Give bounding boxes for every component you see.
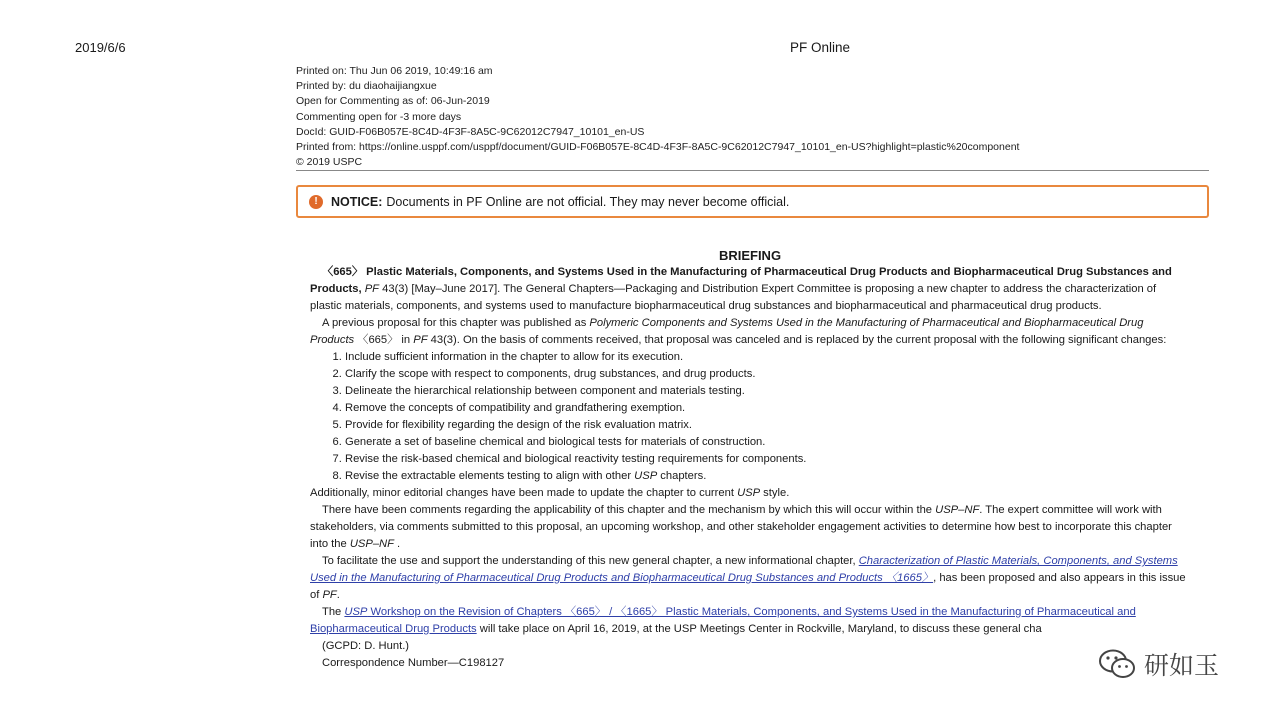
list-item: 4. Remove the concepts of compatibility and grandfathering exemption. xyxy=(345,400,1190,417)
briefing-heading: BRIEFING xyxy=(718,248,782,263)
list-item: 6. Generate a set of baseline chemical and biological tests for materials of construction. xyxy=(345,434,1190,451)
notice-banner xyxy=(296,185,1209,218)
printed-from: Printed from: https://online.usppf.com/usppf/document/GUID-F06B057E-8C4D-4F3F-8A5C-9C62012C7947_10101_en-US?highlight=plastic%20component xyxy=(296,141,1020,154)
list-item: 7. Revise the risk-based chemical and biological reactivity testing requirements for components. xyxy=(345,451,1190,468)
briefing-paragraph-5 xyxy=(310,553,1190,604)
paragraph-text: will take place on April 16, 2019, at the USP Meetings Center in Rockville, Maryland, to discuss these general cha xyxy=(476,623,1042,635)
pf-ref: PF xyxy=(364,283,380,295)
paragraph-text: The xyxy=(322,606,345,618)
paragraph-text: 43(3). On the basis of comments received, that proposal was canceled and is replaced by the current proposal with the following significant changes: xyxy=(427,334,1167,346)
briefing-paragraph-4 xyxy=(310,502,1190,553)
printed-by: Printed by: du diaohaijiangxue xyxy=(296,80,437,93)
list-item: 2. Clarify the scope with respect to components, drug substances, and drug products. xyxy=(345,366,1190,383)
paragraph-text: , has been proposed and also appears in this issue of xyxy=(310,572,1186,601)
print-metadata xyxy=(296,64,1019,170)
open-for-commenting: Open for Commenting as of: 06-Jun-2019 xyxy=(296,95,490,108)
list-item: 5. Provide for flexibility regarding the design of the risk evaluation matrix. xyxy=(345,417,1190,434)
workshop-link-text: Workshop on the Revision of Chapters 〈665〉 / 〈1665〉 Plastic Materials, Components, and Systems Used in the Manufacturing of Pharmaceutical and Biopharmaceutical Drug Products xyxy=(310,606,1136,635)
wechat-icon xyxy=(1098,648,1136,680)
notice-text: Documents in PF Online are not official. They may never become official. xyxy=(386,194,790,209)
changes-list xyxy=(310,349,1190,485)
print-date: 2019/6/6 xyxy=(75,40,126,55)
paragraph-text: 〈665〉 in xyxy=(354,334,414,346)
usp-nf-ref: USP–NF xyxy=(349,538,394,550)
notice-label: NOTICE: xyxy=(331,194,383,209)
paragraph-text: Additionally, minor editorial changes have been made to update the chapter to current xyxy=(310,487,738,499)
pf-ref: PF xyxy=(413,334,428,346)
usp-nf-ref: USP–NF xyxy=(935,504,980,516)
divider xyxy=(296,170,1209,171)
briefing-paragraph-2 xyxy=(310,315,1190,349)
list-item-text: Revise the extractable elements testing to align with other xyxy=(345,470,635,482)
briefing-paragraph-3 xyxy=(310,485,1190,502)
list-item-text: chapters. xyxy=(657,470,707,482)
page-header-title: PF Online xyxy=(790,40,851,55)
usp-ref: USP xyxy=(344,606,368,618)
paragraph-text: 43(3) [May–June 2017]. The General Chapters—Packaging and Distribution Expert Committee is proposing a new chapter to address the characterization of plastic materials, components, and systems used to manufacture biopharmaceutical drug substances and biopharmaceutical and pharmaceutical drug products. xyxy=(310,283,1157,312)
paragraph-text: To facilitate the use and support the understanding of this new general chapter, a new informational chapter, xyxy=(322,555,859,567)
paragraph-text: A previous proposal for this chapter was published as xyxy=(322,317,590,329)
copyright: © 2019 USPC xyxy=(296,156,363,169)
printed-on: Printed on: Thu Jun 06 2019, 10:49:16 am xyxy=(296,65,493,77)
pf-ref: PF xyxy=(322,589,337,601)
list-item xyxy=(345,468,1190,485)
paragraph-text: style. xyxy=(760,487,790,499)
paragraph-text: . The expert committee will work with stakeholders, via comments submitted to this proposal, an upcoming workshop, and other stakeholder engagement activities to determine how best to incorporate this chapter into the xyxy=(310,504,1172,550)
watermark-text: 研如玉 xyxy=(1144,651,1220,680)
briefing-paragraph-6 xyxy=(310,604,1190,638)
briefing-paragraph-1 xyxy=(310,264,1190,315)
commenting-open-for: Commenting open for -3 more days xyxy=(296,110,462,123)
watermark xyxy=(1098,646,1219,682)
usp-ref: USP xyxy=(634,470,658,482)
usp-ref: USP xyxy=(737,487,761,499)
correspondence-number: Correspondence Number—C198127 xyxy=(322,657,505,669)
paragraph-text: . xyxy=(336,589,340,601)
list-item: 3. Delineate the hierarchical relationship between component and materials testing. xyxy=(345,383,1190,400)
doc-id: DocId: GUID-F06B057E-8C4D-4F3F-8A5C-9C62012C7947_10101_en-US xyxy=(296,125,645,138)
list-item: 1. Include sufficient information in the chapter to allow for its execution. xyxy=(345,349,1190,366)
chapter-title: 〈665〉 Plastic Materials, Components, and Systems Used in the Manufacturing of Pharmaceutical Drug Products and Biopharmaceutical Drug Substances and Products, xyxy=(310,266,1172,295)
informational-chapter-link[interactable]: Characterization of Plastic Materials, Components, and Systems Used in the Manufacturing of Pharmaceutical Drug Products and Biopharmaceutical Drug Substances and Products 〈1665〉 xyxy=(310,555,1178,584)
exclamation-icon: ! xyxy=(309,195,323,209)
briefing-section xyxy=(310,247,1190,672)
paragraph-text: . xyxy=(393,538,401,550)
previous-proposal-title: Polymeric Components and Systems Used in the Manufacturing of Pharmaceutical and Biopharmaceutical Drug Products xyxy=(310,317,1144,346)
gcpd-contact: (GCPD: D. Hunt.) xyxy=(322,640,410,652)
paragraph-text: There have been comments regarding the applicability of this chapter and the mechanism by which this will occur within the xyxy=(322,504,936,516)
